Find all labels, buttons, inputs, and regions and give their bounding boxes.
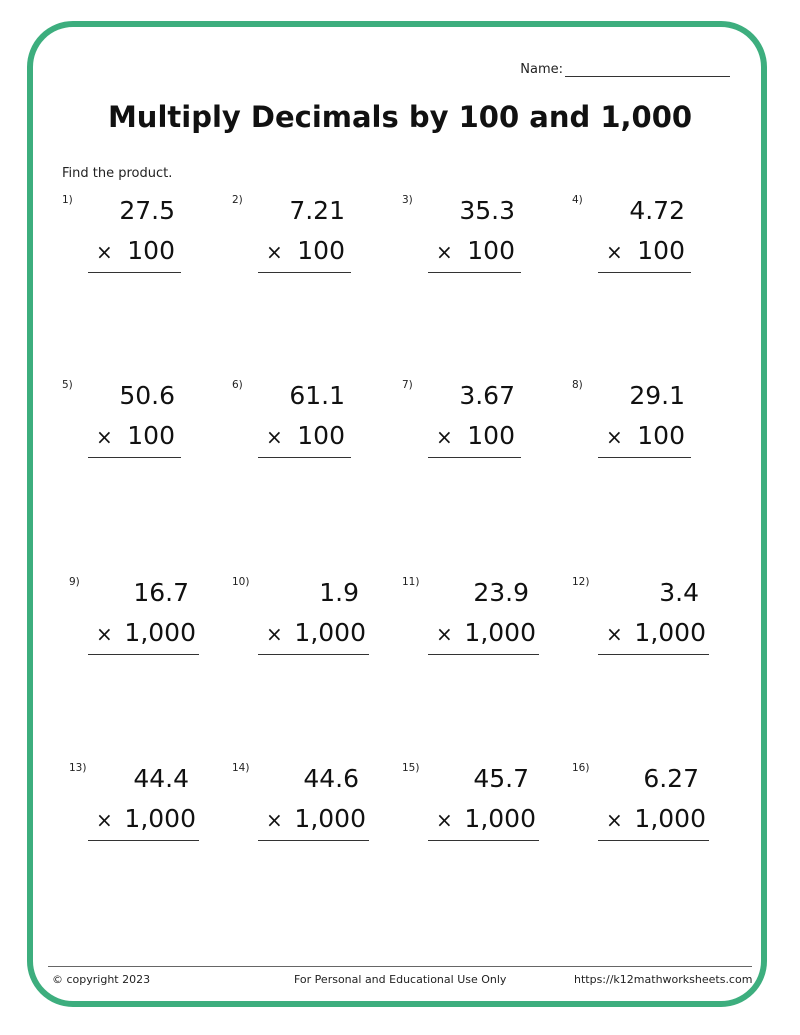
problem-number: 13)	[69, 762, 87, 774]
multiplier-row	[96, 804, 196, 833]
multiplier: 100	[637, 236, 685, 265]
answer-line	[88, 654, 199, 655]
problem-number: 9)	[69, 576, 80, 588]
multiplicand: 4.72	[629, 196, 685, 225]
problem-3	[402, 194, 572, 294]
multiplicand: 16.7	[133, 578, 189, 607]
problem-number: 16)	[572, 762, 590, 774]
multiplicand: 44.6	[303, 764, 359, 793]
multiplier: 100	[467, 236, 515, 265]
problem-15	[402, 762, 572, 862]
multiplier-row	[606, 421, 685, 450]
times-sign: ×	[436, 808, 453, 832]
multiplier: 100	[127, 236, 175, 265]
multiplier-row	[266, 804, 366, 833]
problem-number: 3)	[402, 194, 413, 206]
footer-url[interactable]: https://k12mathworksheets.com	[574, 973, 753, 986]
times-sign: ×	[96, 622, 113, 646]
problem-number: 11)	[402, 576, 420, 588]
problem-6	[232, 379, 402, 479]
multiplicand: 35.3	[459, 196, 515, 225]
footer-copyright: © copyright 2023	[52, 973, 151, 986]
footer-usage: For Personal and Educational Use Only	[294, 973, 507, 986]
multiplier-row	[436, 236, 515, 265]
problem-12	[572, 576, 742, 676]
multiplier-row	[436, 804, 536, 833]
answer-line	[258, 457, 351, 458]
multiplier: 100	[297, 421, 345, 450]
problem-number: 2)	[232, 194, 243, 206]
answer-line	[428, 457, 521, 458]
instructions: Find the product.	[62, 166, 173, 181]
multiplicand: 3.4	[659, 578, 699, 607]
answer-line	[598, 457, 691, 458]
multiplier-row	[436, 421, 515, 450]
multiplier: 1,000	[464, 618, 536, 647]
answer-line	[258, 840, 369, 841]
multiplicand: 61.1	[289, 381, 345, 410]
times-sign: ×	[96, 240, 113, 264]
problem-number: 10)	[232, 576, 250, 588]
multiplicand: 1.9	[319, 578, 359, 607]
answer-line	[88, 840, 199, 841]
multiplicand: 27.5	[119, 196, 175, 225]
answer-line	[598, 272, 691, 273]
problem-16	[572, 762, 742, 862]
name-field[interactable]	[520, 62, 730, 77]
multiplier: 1,000	[294, 618, 366, 647]
multiplier: 1,000	[634, 618, 706, 647]
name-blank[interactable]	[565, 62, 730, 77]
multiplicand: 23.9	[473, 578, 529, 607]
times-sign: ×	[96, 425, 113, 449]
problem-11	[402, 576, 572, 676]
answer-line	[88, 272, 181, 273]
problem-1	[62, 194, 232, 294]
multiplier-row	[96, 618, 196, 647]
times-sign: ×	[436, 425, 453, 449]
problem-number: 4)	[572, 194, 583, 206]
multiplier-row	[266, 618, 366, 647]
multiplier-row	[266, 236, 345, 265]
multiplier: 1,000	[294, 804, 366, 833]
answer-line	[428, 654, 539, 655]
multiplier-row	[606, 804, 706, 833]
problem-14	[232, 762, 402, 862]
problem-number: 7)	[402, 379, 413, 391]
times-sign: ×	[606, 622, 623, 646]
times-sign: ×	[266, 240, 283, 264]
times-sign: ×	[266, 622, 283, 646]
times-sign: ×	[96, 808, 113, 832]
problem-number: 14)	[232, 762, 250, 774]
times-sign: ×	[436, 240, 453, 264]
problem-13	[62, 762, 232, 862]
answer-line	[258, 654, 369, 655]
answer-line	[428, 272, 521, 273]
times-sign: ×	[606, 240, 623, 264]
multiplicand: 29.1	[629, 381, 685, 410]
multiplier: 1,000	[634, 804, 706, 833]
multiplicand: 3.67	[459, 381, 515, 410]
footer-divider	[48, 966, 752, 967]
multiplier-row	[606, 236, 685, 265]
answer-line	[598, 840, 709, 841]
multiplier: 1,000	[464, 804, 536, 833]
problem-8	[572, 379, 742, 479]
answer-line	[598, 654, 709, 655]
multiplier: 100	[637, 421, 685, 450]
times-sign: ×	[436, 622, 453, 646]
problem-4	[572, 194, 742, 294]
multiplier: 1,000	[124, 618, 196, 647]
problem-number: 8)	[572, 379, 583, 391]
times-sign: ×	[606, 808, 623, 832]
problem-number: 5)	[62, 379, 73, 391]
answer-line	[258, 272, 351, 273]
multiplicand: 44.4	[133, 764, 189, 793]
problem-number: 1)	[62, 194, 73, 206]
problem-9	[62, 576, 232, 676]
multiplier-row	[96, 236, 175, 265]
problem-number: 12)	[572, 576, 590, 588]
multiplier: 100	[127, 421, 175, 450]
multiplier-row	[266, 421, 345, 450]
problem-2	[232, 194, 402, 294]
page-title: Multiply Decimals by 100 and 1,000	[107, 100, 693, 134]
problem-number: 6)	[232, 379, 243, 391]
answer-line	[88, 457, 181, 458]
problem-7	[402, 379, 572, 479]
answer-line	[428, 840, 539, 841]
name-label: Name:	[520, 62, 563, 77]
times-sign: ×	[606, 425, 623, 449]
multiplier: 100	[297, 236, 345, 265]
multiplier-row	[436, 618, 536, 647]
problem-number: 15)	[402, 762, 420, 774]
multiplicand: 7.21	[289, 196, 345, 225]
problem-5	[62, 379, 232, 479]
multiplicand: 50.6	[119, 381, 175, 410]
times-sign: ×	[266, 425, 283, 449]
multiplier: 100	[467, 421, 515, 450]
multiplicand: 6.27	[643, 764, 699, 793]
multiplicand: 45.7	[473, 764, 529, 793]
times-sign: ×	[266, 808, 283, 832]
multiplier: 1,000	[124, 804, 196, 833]
problem-10	[232, 576, 402, 676]
multiplier-row	[96, 421, 175, 450]
multiplier-row	[606, 618, 706, 647]
